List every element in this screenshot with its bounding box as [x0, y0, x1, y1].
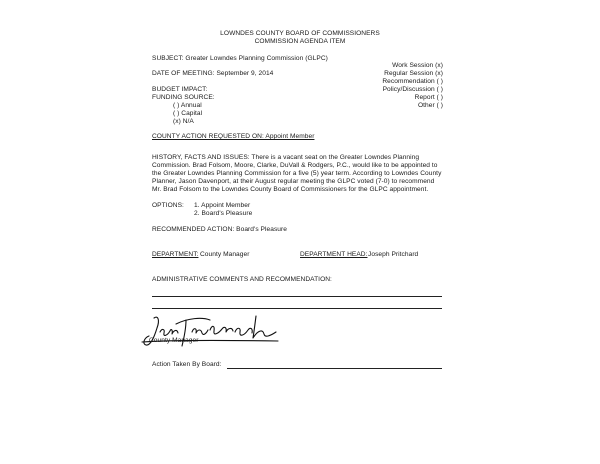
action-taken-label: Action Taken By Board:: [152, 361, 222, 368]
department-value: County Manager: [200, 251, 250, 258]
option-item: 2. Board's Pleasure: [194, 210, 253, 217]
department-head-value: Joseph Pritchard: [368, 251, 419, 258]
recommended-action: RECOMMENDED ACTION: Board's Pleasure: [152, 226, 287, 233]
options-label: OPTIONS:: [152, 202, 184, 209]
action-taken-line: [227, 368, 442, 369]
header-subtitle: COMMISSION AGENDA ITEM: [254, 38, 346, 45]
budget-impact-label: BUDGET IMPACT:: [152, 86, 208, 93]
session-policy: Policy/Discussion ( ): [382, 86, 443, 93]
signature-image: [140, 312, 285, 354]
history-line: Planner, Jason Davenport, at their August regular meeting the GLPC voted (7-0) to recommend: [152, 178, 435, 185]
comment-line: [152, 296, 442, 297]
header-title: LOWNDES COUNTY BOARD OF COMMISSIONERS: [220, 30, 380, 37]
meeting-date: DATE OF MEETING: September 9, 2014: [152, 70, 274, 77]
funding-annual: ( ) Annual: [173, 102, 202, 109]
subject-line: SUBJECT: Greater Lowndes Planning Commission (GLPC): [152, 55, 328, 62]
history-line: Commission. Brad Folsom, Moore, Clarke, DuVall & Rodgers, P.C., would like to be appointed to: [152, 162, 438, 169]
option-item: 1. Appoint Member: [194, 202, 251, 209]
funding-na: (x) N/A: [173, 118, 194, 125]
county-action: COUNTY ACTION REQUESTED ON: Appoint Member: [152, 133, 315, 140]
session-report: Report ( ): [414, 94, 443, 101]
department-label: DEPARTMENT:: [152, 251, 199, 258]
history-line: HISTORY, FACTS AND ISSUES: There is a vacant seat on the Greater Lowndes Planning: [152, 154, 420, 161]
session-other: Other ( ): [418, 102, 443, 109]
signature-caption: County Manager: [149, 337, 199, 344]
department-head-label: DEPARTMENT HEAD:: [300, 251, 368, 258]
session-recommendation: Recommendation ( ): [382, 78, 443, 85]
funding-capital: ( ) Capital: [173, 110, 203, 117]
admin-comments-label: ADMINISTRATIVE COMMENTS AND RECOMMENDATION:: [152, 276, 332, 283]
history-line: Mr. Brad Folsom to the Lowndes County Board of Commissioners for the GLPC appointment.: [152, 186, 429, 193]
comment-line: [152, 308, 442, 309]
session-work: Work Session (x): [392, 62, 443, 69]
session-regular: Regular Session (x): [384, 70, 443, 77]
funding-source-label: FUNDING SOURCE:: [152, 94, 215, 101]
history-line: the Greater Lowndes Planning Commission for a five (5) year term. According to Lowndes County: [152, 170, 442, 177]
